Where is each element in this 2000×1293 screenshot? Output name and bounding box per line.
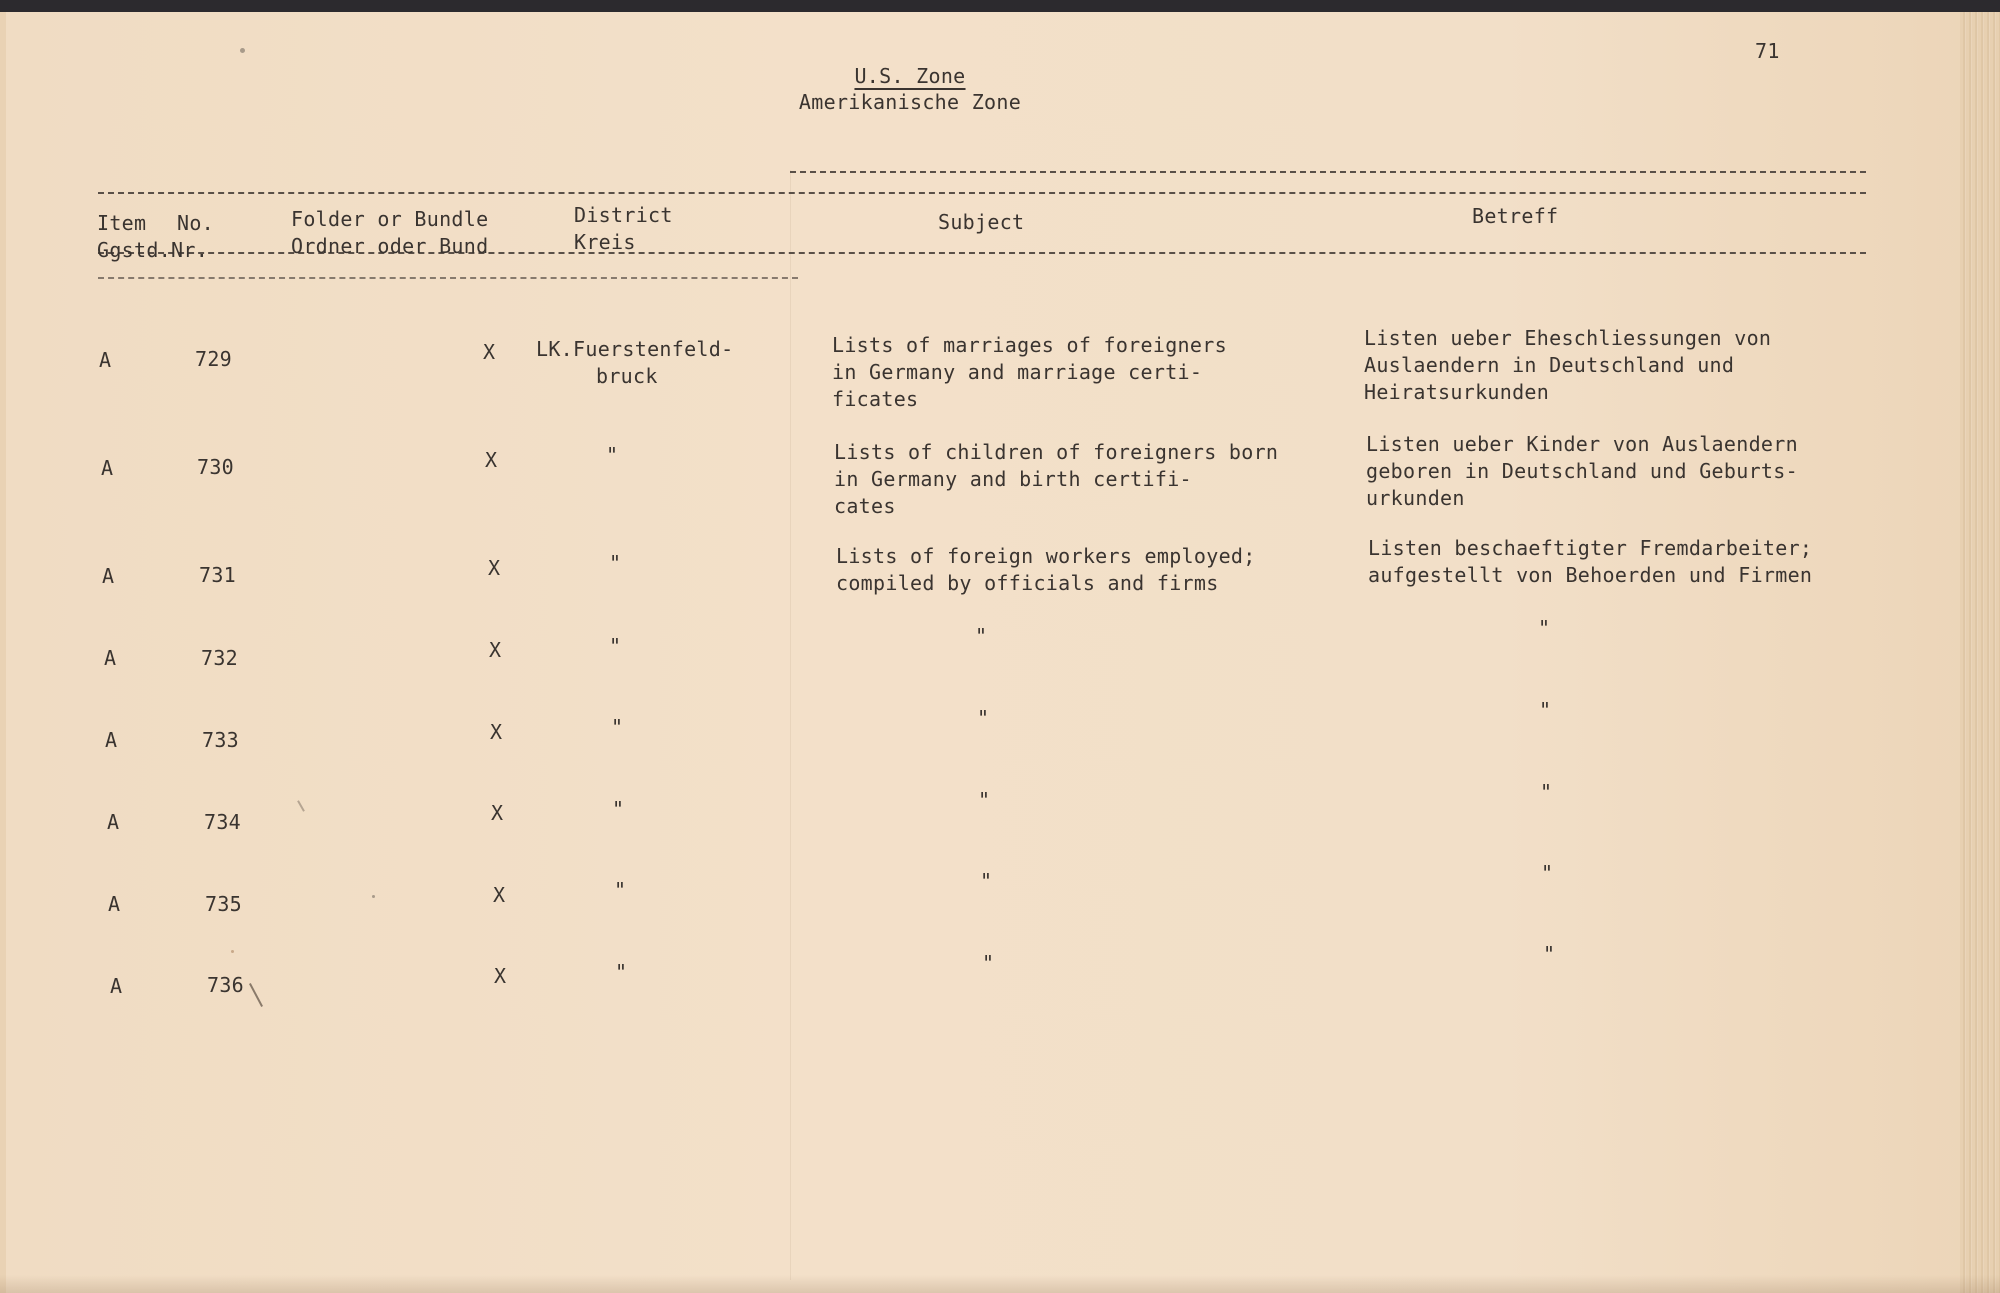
- row-subject-line: Lists of marriages of foreigners: [832, 333, 1227, 357]
- row-no: 734: [204, 810, 242, 834]
- row-item: A: [102, 564, 115, 588]
- document-page: [6, 12, 1996, 1293]
- row-subject-ditto: ": [980, 869, 993, 893]
- col-subject: Subject: [938, 210, 1025, 234]
- row-folder: X: [494, 964, 507, 988]
- row-folder: X: [491, 801, 504, 825]
- row-betreff-line: Listen ueber Kinder von Auslaendern: [1366, 432, 1798, 456]
- row-item: A: [105, 728, 118, 752]
- row-subject-line: Lists of foreign workers employed;: [836, 544, 1256, 568]
- row-no: 730: [197, 455, 235, 479]
- row-no: 736: [207, 973, 245, 997]
- row-district-line: LK.Fuerstenfeld-: [536, 337, 734, 361]
- row-betreff-line: Heiratsurkunden: [1364, 380, 1550, 404]
- row-subject-ditto: ": [982, 951, 995, 975]
- row-item: A: [99, 348, 112, 372]
- page-stack-edge: [1960, 12, 2000, 1293]
- row-district-ditto: ": [606, 443, 619, 467]
- row-district-ditto: ": [615, 960, 628, 984]
- row-subject-line: compiled by officials and firms: [836, 571, 1219, 595]
- row-betreff-ditto: ": [1540, 780, 1553, 804]
- row-item: A: [107, 810, 120, 834]
- row-no: 732: [201, 646, 239, 670]
- row-folder: X: [489, 638, 502, 662]
- speck: [231, 950, 234, 953]
- row-district-ditto: ": [612, 797, 625, 821]
- row-item: A: [110, 974, 123, 998]
- row-folder: X: [493, 883, 506, 907]
- row-betreff-ditto: ": [1543, 942, 1556, 966]
- row-folder: X: [485, 448, 498, 472]
- row-subject-line: ficates: [832, 387, 919, 411]
- page-bottom-shadow: [0, 1275, 2000, 1293]
- row-district-ditto: ": [611, 715, 624, 739]
- col-district-de: Kreis: [574, 230, 636, 254]
- row-folder: X: [490, 720, 503, 744]
- header-rule-top-left: [98, 192, 1866, 194]
- row-betreff-line: Listen beschaeftigter Fremdarbeiter;: [1368, 536, 1813, 560]
- speck: [240, 48, 245, 53]
- col-folder-en: Folder or Bundle: [291, 207, 489, 231]
- zone-title-en: U.S. Zone: [854, 64, 966, 88]
- row-subject-line: in Germany and marriage certi-: [832, 360, 1203, 384]
- speck: [372, 895, 375, 898]
- header-rule-top-right: [790, 171, 1866, 173]
- row-item: A: [108, 892, 121, 916]
- row-no: 731: [199, 563, 237, 587]
- row-no: 735: [205, 892, 243, 916]
- row-betreff-line: Listen ueber Eheschliessungen von: [1364, 326, 1772, 350]
- col-item: Item: [97, 211, 147, 235]
- row-district-line: bruck: [596, 364, 658, 388]
- row-betreff-line: urkunden: [1366, 486, 1465, 510]
- col-district-en: District: [574, 203, 673, 227]
- row-district-ditto: ": [609, 634, 622, 658]
- scan-top-border: [0, 0, 2000, 12]
- row-subject-line: in Germany and birth certifi-: [834, 467, 1192, 491]
- row-district-ditto: ": [609, 551, 622, 575]
- col-betreff: Betreff: [1472, 204, 1559, 228]
- row-district-ditto: ": [614, 878, 627, 902]
- row-betreff-line: aufgestellt von Behoerden und Firmen: [1368, 563, 1813, 587]
- col-no: No.: [177, 211, 215, 235]
- row-betreff-ditto: ": [1539, 698, 1552, 722]
- header-rule-bottom: [98, 277, 798, 279]
- row-folder: X: [483, 340, 496, 364]
- row-item: A: [101, 456, 114, 480]
- row-no: 733: [202, 728, 240, 752]
- row-betreff-ditto: ": [1541, 861, 1554, 885]
- row-subject-ditto: ": [978, 788, 991, 812]
- row-folder: X: [488, 556, 501, 580]
- row-no: 729: [195, 347, 233, 371]
- page-number: 71: [1755, 39, 1780, 63]
- row-betreff-line: geboren in Deutschland und Geburts-: [1366, 459, 1798, 483]
- zone-title-de: Amerikanische Zone: [798, 90, 1022, 114]
- row-item: A: [104, 646, 117, 670]
- col-ggstd-nr: Ggstd.Nr.: [97, 238, 209, 262]
- col-folder-de: Ordner oder Bund: [291, 234, 489, 258]
- page-fold: [790, 170, 791, 1280]
- row-betreff-ditto: ": [1538, 616, 1551, 640]
- row-subject-line: Lists of children of foreigners born: [834, 440, 1279, 464]
- row-subject-ditto: ": [975, 624, 988, 648]
- row-subject-ditto: ": [977, 706, 990, 730]
- row-betreff-line: Auslaendern in Deutschland und: [1364, 353, 1735, 377]
- row-subject-line: cates: [834, 494, 896, 518]
